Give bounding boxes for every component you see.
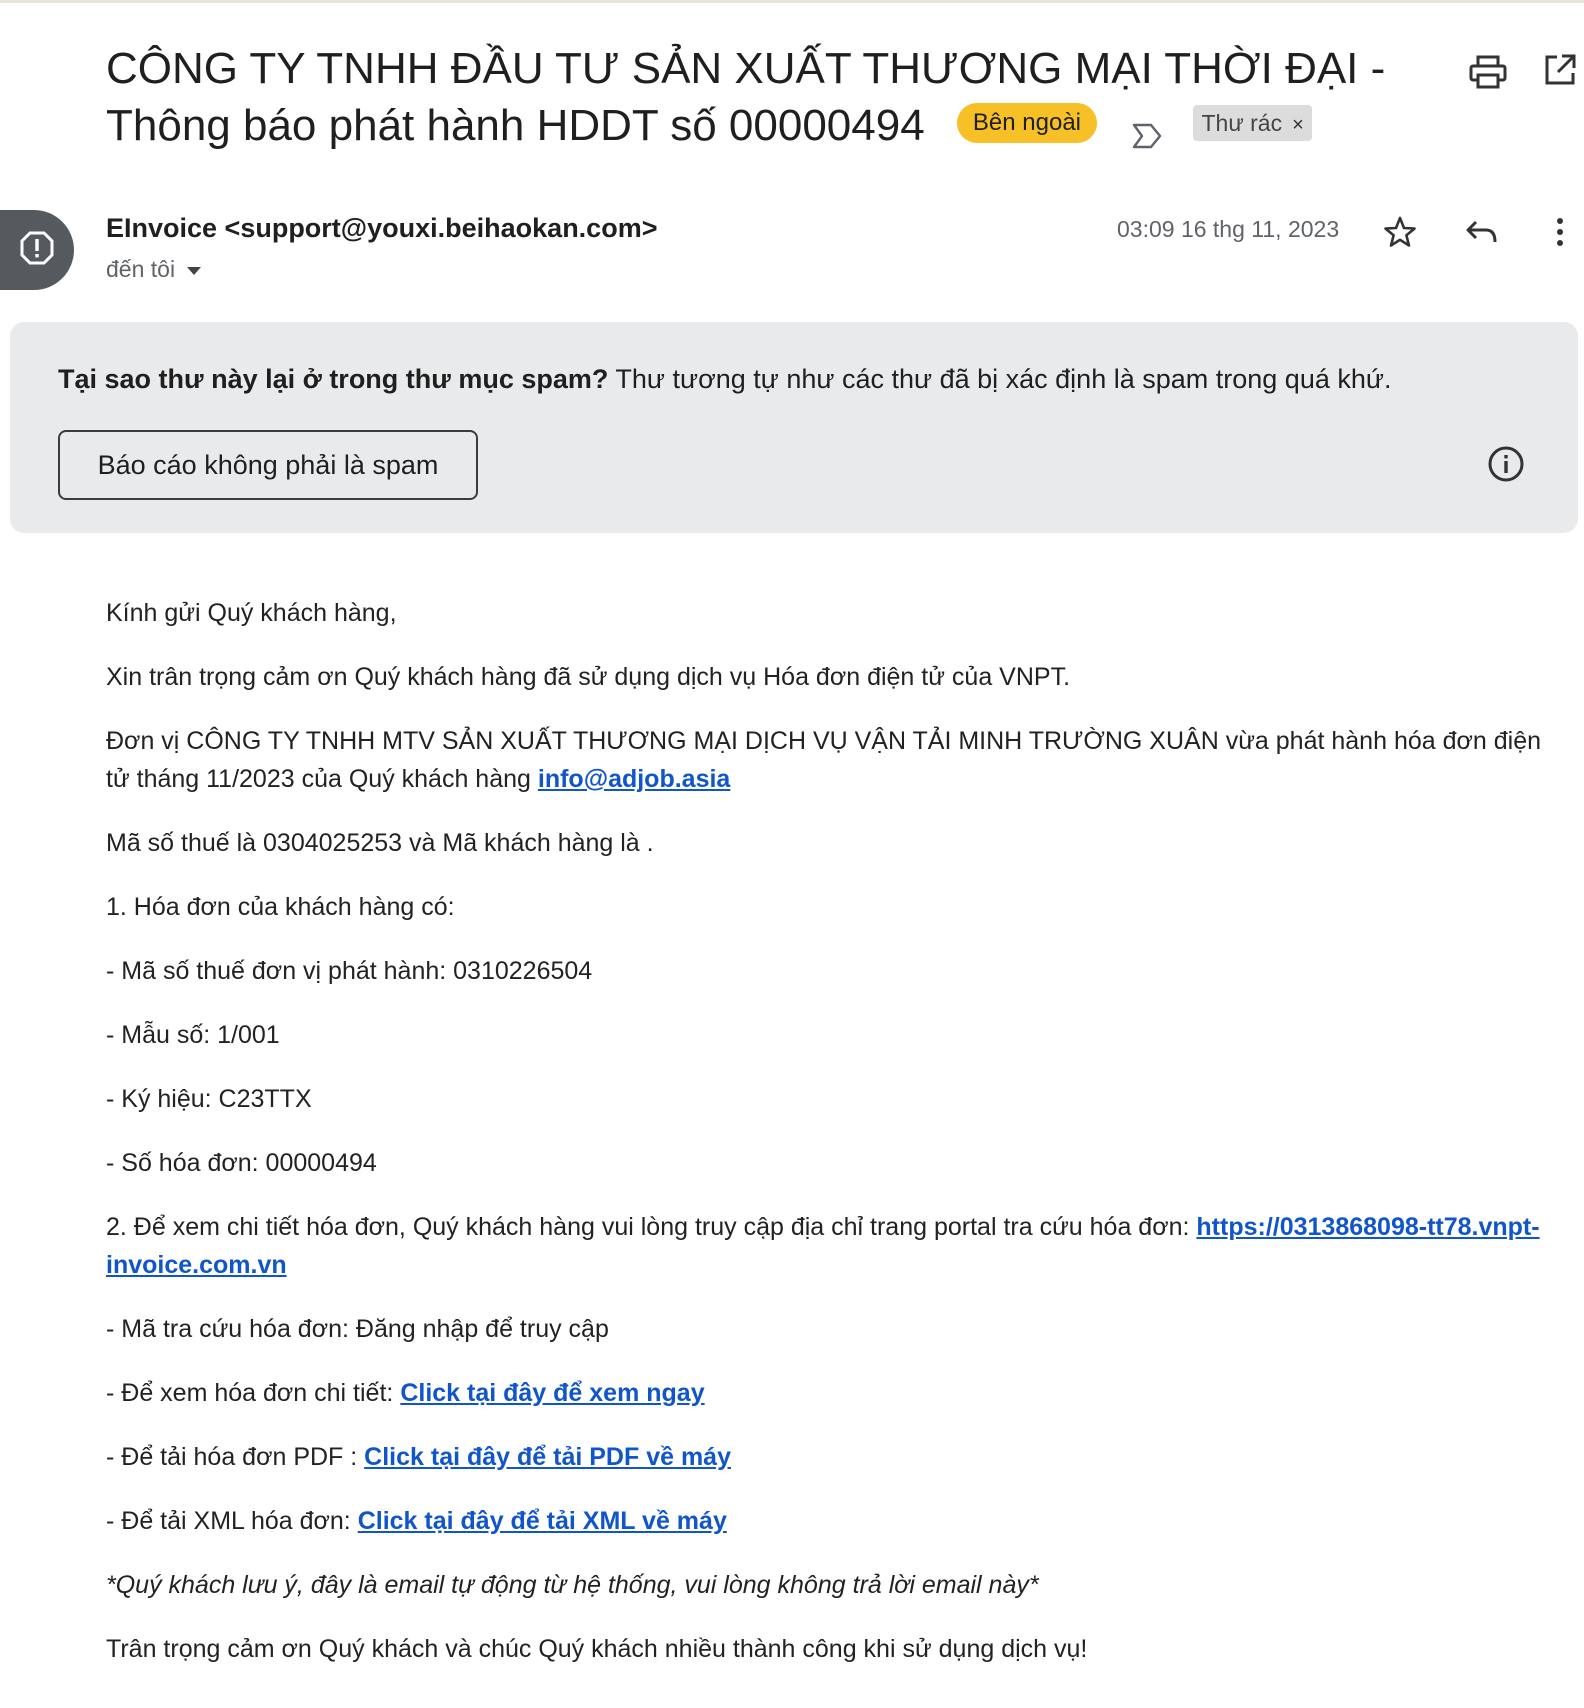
spam-label-chip xyxy=(1193,105,1311,141)
form-number: - Mẫu số: 1/001 xyxy=(106,1021,280,1049)
info-icon[interactable] xyxy=(1486,444,1526,484)
open-in-new-window-icon[interactable] xyxy=(1540,50,1580,90)
spam-label-text: Thư rác xyxy=(1201,110,1283,137)
remove-label-button[interactable]: × xyxy=(1292,114,1304,137)
download-xml-link[interactable]: Click tại đây để tải XML về máy xyxy=(357,1507,727,1535)
issuer-paragraph xyxy=(106,722,1556,798)
invoice-symbol: - Ký hiệu: C23TTX xyxy=(106,1085,312,1113)
recipient-details[interactable] xyxy=(106,256,201,283)
more-vert-icon[interactable] xyxy=(1540,212,1580,252)
issuer-text: Đơn vị CÔNG TY TNHH MTV SẢN XUẤT THƯƠNG MẠI DỊCH VỤ VẬN TẢI MINH TRƯỜNG XUÂN vừa phát hành hóa đơn điện tử tháng 11/2023 của Quý khách hàng xyxy=(106,727,1542,793)
greeting: Kính gửi Quý khách hàng, xyxy=(106,599,397,627)
chevron-down-icon[interactable] xyxy=(187,267,201,275)
recipient-text: đến tôi xyxy=(106,256,176,282)
spam-explanation: Thư tương tự như các thư đã bị xác định là spam trong quá khứ. xyxy=(608,364,1392,394)
view-invoice-line xyxy=(106,1374,1556,1412)
portal-link[interactable]: https://0313868098-tt78.vnpt-invoice.com.vn xyxy=(106,1213,1540,1279)
email-body xyxy=(106,594,1556,1694)
sender-name[interactable]: EInvoice <support@youxi.beihaokan.com> xyxy=(106,213,658,243)
subject-title: CÔNG TY TNHH ĐẦU TƯ SẢN XUẤT THƯƠNG MẠI THỜI ĐẠI - Thông báo phát hành HDDT số 00000494 xyxy=(106,44,1386,150)
xml-line xyxy=(106,1502,1556,1540)
top-border xyxy=(0,0,1584,3)
report-not-spam-button[interactable]: Báo cáo không phải là spam xyxy=(58,430,478,500)
reply-icon[interactable] xyxy=(1460,212,1502,252)
spam-warning-banner xyxy=(10,322,1578,533)
email-date: 03:09 16 thg 11, 2023 xyxy=(1117,216,1340,242)
pdf-prefix: - Để tải hóa đơn PDF : xyxy=(106,1443,365,1471)
download-pdf-link[interactable]: Click tại đây để tải PDF về máy xyxy=(364,1443,731,1471)
view-invoice-link[interactable]: Click tại đây để xem ngay xyxy=(400,1379,705,1407)
view-prefix: - Để xem hóa đơn chi tiết: xyxy=(106,1379,401,1407)
issuer-tax-code: - Mã số thuế đơn vị phát hành: 0310226504 xyxy=(106,957,593,985)
spam-question: Tại sao thư này lại ở trong thư mục spam? xyxy=(58,364,609,394)
lookup-code: - Mã tra cứu hóa đơn: Đăng nhập để truy cập xyxy=(106,1315,609,1343)
auto-email-note: *Quý khách lưu ý, đây là email tự động từ hệ thống, vui lòng không trả lời email này* xyxy=(106,1571,1039,1599)
star-icon[interactable] xyxy=(1380,212,1420,252)
label-arrow-icon[interactable] xyxy=(1131,108,1163,138)
invoice-number: - Số hóa đơn: 00000494 xyxy=(106,1149,377,1177)
customer-email-link[interactable]: info@adjob.asia xyxy=(537,765,731,793)
pdf-line xyxy=(106,1438,1556,1476)
warning-icon xyxy=(19,230,55,271)
section-2-text: 2. Để xem chi tiết hóa đơn, Quý khách hàng vui lòng truy cập địa chỉ trang portal tra cứu hóa đơn: xyxy=(106,1213,1197,1241)
section-2-paragraph xyxy=(106,1208,1556,1284)
external-label-chip: Bên ngoài xyxy=(957,103,1097,143)
xml-prefix: - Để tải XML hóa đơn: xyxy=(106,1507,358,1535)
closing-text: Trân trọng cảm ơn Quý khách và chúc Quý khách nhiều thành công khi sử dụng dịch vụ! xyxy=(106,1635,1088,1663)
thanks-text: Xin trân trọng cảm ơn Quý khách hàng đã sử dụng dịch vụ Hóa đơn điện tử của VNPT. xyxy=(106,663,1071,691)
tax-line: Mã số thuế là 0304025253 và Mã khách hàng là . xyxy=(106,829,654,857)
printer-icon[interactable] xyxy=(1466,50,1510,94)
section-1-heading: 1. Hóa đơn của khách hàng có: xyxy=(106,893,455,921)
email-subject xyxy=(106,40,1446,154)
spam-reason xyxy=(58,364,1391,395)
avatar xyxy=(0,210,74,290)
